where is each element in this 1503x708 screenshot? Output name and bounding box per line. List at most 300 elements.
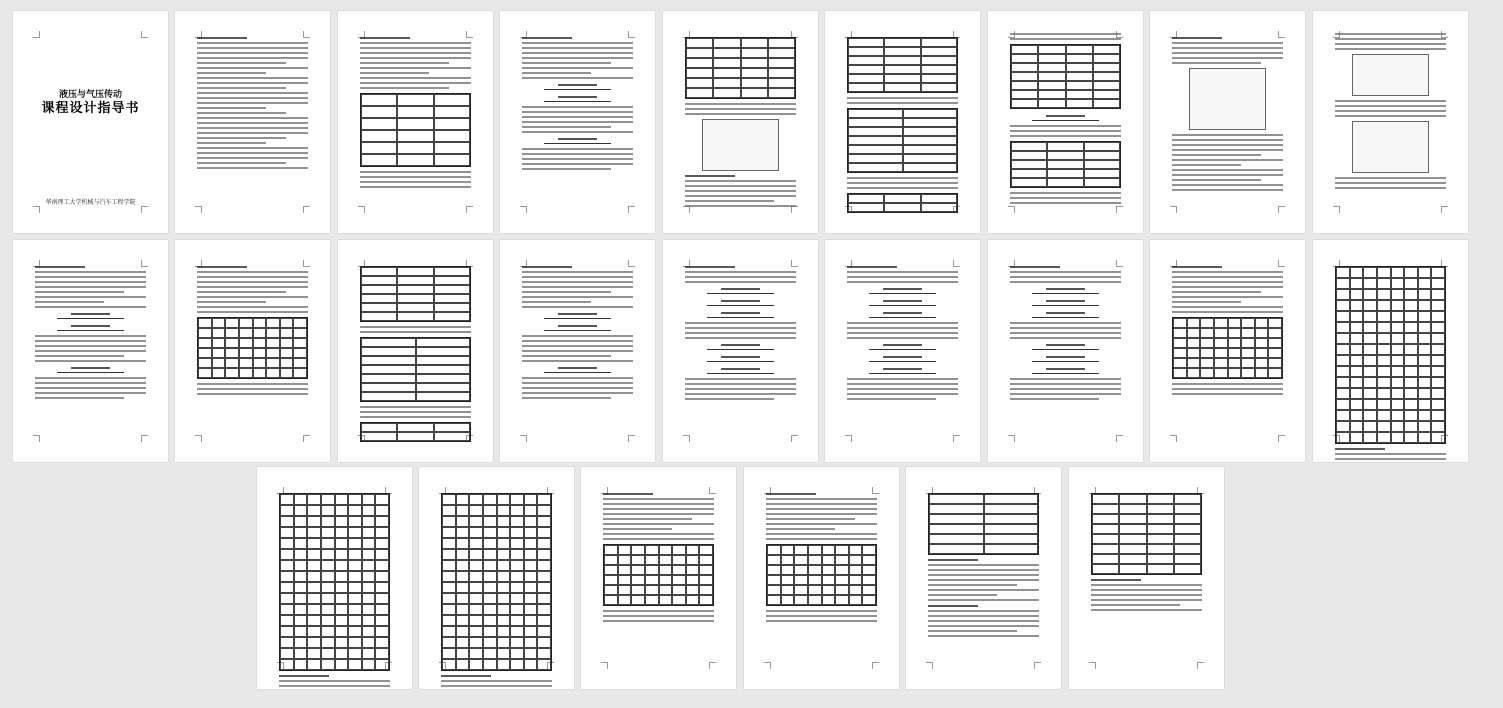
text-line bbox=[847, 281, 958, 283]
table-cell bbox=[903, 127, 958, 136]
table-cell bbox=[348, 648, 362, 659]
text-line bbox=[847, 332, 958, 334]
formula bbox=[1032, 310, 1099, 318]
table-cell bbox=[903, 109, 958, 118]
table-cell bbox=[442, 516, 456, 527]
table-cell bbox=[1377, 322, 1391, 333]
table-cell bbox=[280, 368, 294, 378]
page-thumbnail-15[interactable] bbox=[825, 240, 980, 462]
table-cell bbox=[1404, 322, 1418, 333]
table-cell bbox=[921, 194, 957, 203]
text-line bbox=[197, 162, 286, 164]
table-cell bbox=[348, 516, 362, 527]
table-cell bbox=[434, 267, 470, 276]
table-cell bbox=[456, 571, 470, 582]
table-cell bbox=[537, 659, 551, 670]
page-thumbnail-23[interactable] bbox=[906, 467, 1061, 689]
page-thumbnail-3[interactable] bbox=[338, 11, 493, 233]
table-cell bbox=[1350, 366, 1364, 377]
table-cell bbox=[321, 494, 335, 505]
table-cell bbox=[469, 527, 483, 538]
table-cell bbox=[1173, 358, 1187, 368]
table-cell bbox=[510, 659, 524, 670]
text-line bbox=[1172, 383, 1283, 385]
table-cell bbox=[524, 637, 538, 648]
page-thumbnail-5[interactable] bbox=[663, 11, 818, 233]
text-line bbox=[1091, 589, 1202, 591]
text-line bbox=[847, 378, 958, 380]
text-line bbox=[1010, 332, 1121, 334]
table-cell bbox=[456, 538, 470, 549]
table-cell bbox=[280, 582, 294, 593]
table-cell bbox=[362, 637, 376, 648]
table-cell bbox=[686, 555, 700, 565]
page-thumbnail-12[interactable] bbox=[338, 240, 493, 462]
table-cell bbox=[1093, 90, 1120, 99]
table-cell bbox=[984, 514, 1039, 524]
text-line bbox=[360, 181, 471, 183]
table-cell bbox=[442, 626, 456, 637]
table-cell bbox=[537, 626, 551, 637]
page-thumbnail-22[interactable] bbox=[744, 467, 899, 689]
table-cell bbox=[307, 549, 321, 560]
table-cell bbox=[497, 560, 511, 571]
page-thumbnail-11[interactable] bbox=[175, 240, 330, 462]
page-content bbox=[928, 489, 1039, 661]
table-cell bbox=[1047, 160, 1083, 169]
page-thumbnail-17[interactable] bbox=[1150, 240, 1305, 462]
table-cell bbox=[362, 604, 376, 615]
table-cell bbox=[781, 575, 795, 585]
text-line bbox=[1172, 296, 1283, 298]
text-line bbox=[685, 332, 796, 334]
table-cell bbox=[741, 88, 768, 98]
crop-mark bbox=[303, 435, 310, 442]
crop-mark bbox=[764, 662, 771, 669]
table-cell bbox=[1047, 151, 1083, 160]
table-cell bbox=[794, 585, 808, 595]
table-cell bbox=[483, 659, 497, 670]
table-cell bbox=[361, 106, 397, 118]
table-cell bbox=[524, 626, 538, 637]
table-cell bbox=[348, 549, 362, 560]
table-cell bbox=[1391, 421, 1405, 432]
table-cell bbox=[1119, 514, 1146, 524]
table-cell bbox=[335, 549, 349, 560]
table-cell bbox=[225, 318, 239, 328]
text-line bbox=[197, 291, 286, 293]
table-cell bbox=[280, 604, 294, 615]
table-cell bbox=[1255, 338, 1269, 348]
page-content bbox=[522, 33, 633, 205]
table-cell bbox=[713, 58, 740, 68]
text-line bbox=[847, 177, 958, 179]
table-cell bbox=[1404, 421, 1418, 432]
table-cell bbox=[741, 68, 768, 78]
table-cell bbox=[1268, 358, 1282, 368]
table-cell bbox=[225, 368, 239, 378]
table-cell bbox=[1377, 377, 1391, 388]
table-cell bbox=[307, 593, 321, 604]
text-line bbox=[847, 393, 958, 395]
text-line bbox=[685, 185, 796, 187]
table-cell bbox=[903, 136, 958, 145]
text-line bbox=[522, 382, 633, 384]
table-cell bbox=[293, 368, 307, 378]
text-heading-line bbox=[1172, 266, 1222, 268]
text-line bbox=[685, 195, 796, 197]
table-cell bbox=[361, 267, 397, 276]
table-cell bbox=[1268, 318, 1282, 328]
table-cell bbox=[212, 338, 226, 348]
table-cell bbox=[884, 194, 920, 203]
table-cell bbox=[294, 626, 308, 637]
page-thumbnail-6[interactable] bbox=[825, 11, 980, 233]
table-cell bbox=[1404, 289, 1418, 300]
page-thumbnail-18[interactable] bbox=[1313, 240, 1468, 462]
table-cell bbox=[781, 585, 795, 595]
table-cell bbox=[1377, 289, 1391, 300]
page-thumbnail-19[interactable] bbox=[257, 467, 412, 689]
text-line bbox=[1172, 164, 1241, 166]
table-cell bbox=[1214, 348, 1228, 358]
text-line bbox=[928, 569, 1039, 571]
table-cell bbox=[280, 348, 294, 358]
table-cell bbox=[1377, 410, 1391, 421]
page-content bbox=[847, 262, 958, 434]
page-thumbnail-21[interactable] bbox=[581, 467, 736, 689]
crop-mark bbox=[358, 206, 365, 213]
table-cell bbox=[1404, 267, 1418, 278]
table-cell bbox=[1241, 368, 1255, 378]
table-cell bbox=[225, 328, 239, 338]
table-cell bbox=[1391, 311, 1405, 322]
table-cell bbox=[456, 560, 470, 571]
table-cell bbox=[442, 549, 456, 560]
table-cell bbox=[921, 56, 957, 65]
table-cell bbox=[397, 285, 433, 294]
table-cell bbox=[434, 303, 470, 312]
table-cell bbox=[1404, 377, 1418, 388]
table bbox=[847, 193, 958, 213]
table-cell bbox=[1241, 348, 1255, 358]
table-cell bbox=[497, 549, 511, 560]
table-cell bbox=[307, 615, 321, 626]
formula bbox=[869, 366, 936, 374]
formula bbox=[544, 323, 611, 331]
table-cell bbox=[1404, 410, 1418, 421]
text-line bbox=[1172, 189, 1283, 191]
table-cell bbox=[1418, 267, 1432, 278]
table-cell bbox=[1336, 399, 1350, 410]
table-cell bbox=[266, 348, 280, 358]
table-cell bbox=[884, 203, 920, 212]
table-cell bbox=[1011, 63, 1038, 72]
text-line bbox=[1172, 301, 1241, 303]
table-cell bbox=[835, 545, 849, 555]
table-cell bbox=[280, 626, 294, 637]
table-cell bbox=[1350, 399, 1364, 410]
formula bbox=[544, 311, 611, 319]
table-cell bbox=[672, 565, 686, 575]
table-cell bbox=[929, 494, 984, 504]
page-thumbnail-20[interactable] bbox=[419, 467, 574, 689]
table-cell bbox=[397, 106, 433, 118]
page-thumbnail-13[interactable] bbox=[500, 240, 655, 462]
table-cell bbox=[375, 604, 389, 615]
table-cell bbox=[469, 659, 483, 670]
table-cell bbox=[497, 615, 511, 626]
table-cell bbox=[375, 571, 389, 582]
text-line bbox=[1172, 306, 1283, 308]
text-heading-line bbox=[522, 37, 572, 39]
table-cell bbox=[397, 142, 433, 154]
page-content bbox=[685, 33, 796, 205]
table-cell bbox=[835, 565, 849, 575]
table bbox=[197, 317, 308, 379]
table-cell bbox=[699, 575, 713, 585]
table-cell bbox=[1092, 514, 1119, 524]
table-cell bbox=[294, 571, 308, 582]
table-cell bbox=[416, 365, 471, 374]
crop-mark bbox=[709, 662, 716, 669]
page-thumbnail-9[interactable] bbox=[1313, 11, 1468, 233]
table-cell bbox=[672, 595, 686, 605]
table-cell bbox=[849, 565, 863, 575]
text-line bbox=[522, 72, 591, 74]
text-line bbox=[197, 52, 308, 54]
page-thumbnail-1[interactable] bbox=[13, 11, 168, 233]
text-line bbox=[197, 122, 308, 124]
text-line bbox=[522, 296, 633, 298]
text-line bbox=[1335, 182, 1446, 184]
table-cell bbox=[929, 524, 984, 534]
formula bbox=[1032, 342, 1099, 350]
table-cell bbox=[1241, 318, 1255, 328]
table-cell bbox=[1011, 90, 1038, 99]
text-line bbox=[1172, 276, 1283, 278]
text-line bbox=[197, 57, 308, 59]
text-line bbox=[197, 281, 308, 283]
table-cell bbox=[510, 571, 524, 582]
table-cell bbox=[1363, 344, 1377, 355]
text-line bbox=[197, 87, 286, 89]
text-line bbox=[197, 393, 308, 395]
table-cell bbox=[1147, 494, 1174, 504]
table-cell bbox=[929, 514, 984, 524]
table-cell bbox=[1418, 322, 1432, 333]
table-cell bbox=[1404, 278, 1418, 289]
text-line bbox=[685, 180, 796, 182]
page-content bbox=[685, 262, 796, 434]
table-cell bbox=[1038, 90, 1065, 99]
text-heading-line bbox=[928, 605, 978, 607]
table-cell bbox=[524, 604, 538, 615]
text-line bbox=[522, 126, 611, 128]
crop-mark bbox=[1170, 206, 1177, 213]
text-line bbox=[1010, 337, 1121, 339]
page-thumbnail-10[interactable] bbox=[13, 240, 168, 462]
table-cell bbox=[416, 374, 471, 383]
table-cell bbox=[434, 432, 470, 441]
table-cell bbox=[1173, 318, 1187, 328]
text-line bbox=[360, 406, 471, 408]
table-cell bbox=[849, 585, 863, 595]
table-cell bbox=[469, 560, 483, 571]
table-cell bbox=[434, 142, 470, 154]
table-cell bbox=[835, 555, 849, 565]
page-thumbnail-4[interactable] bbox=[500, 11, 655, 233]
table-cell bbox=[1147, 514, 1174, 524]
crop-mark bbox=[1278, 435, 1285, 442]
text-line bbox=[360, 52, 471, 54]
table bbox=[360, 93, 471, 167]
table-cell bbox=[361, 276, 397, 285]
text-line bbox=[1010, 378, 1121, 380]
page-content bbox=[1335, 33, 1446, 205]
table-cell bbox=[1350, 355, 1364, 366]
crop-mark bbox=[520, 206, 527, 213]
table-cell bbox=[1255, 358, 1269, 368]
table-cell bbox=[1418, 421, 1432, 432]
table-cell bbox=[397, 267, 433, 276]
table-cell bbox=[862, 585, 876, 595]
table-cell bbox=[442, 505, 456, 516]
table-cell bbox=[1391, 278, 1405, 289]
table-cell bbox=[212, 358, 226, 368]
page-content bbox=[1172, 33, 1283, 205]
text-line bbox=[522, 57, 633, 59]
page-thumbnail-7[interactable] bbox=[988, 11, 1143, 233]
table-cell bbox=[497, 494, 511, 505]
page-content bbox=[197, 33, 308, 205]
text-line bbox=[35, 345, 146, 347]
crop-mark bbox=[872, 662, 879, 669]
page-thumbnail-16[interactable] bbox=[988, 240, 1143, 462]
table-cell bbox=[483, 505, 497, 516]
table-cell bbox=[537, 582, 551, 593]
text-line bbox=[1091, 584, 1202, 586]
table-cell bbox=[1214, 358, 1228, 368]
table-cell bbox=[280, 516, 294, 527]
text-line bbox=[522, 116, 633, 118]
table-cell bbox=[1350, 300, 1364, 311]
text-line bbox=[766, 498, 877, 500]
table bbox=[441, 493, 552, 671]
text-line bbox=[928, 589, 1039, 591]
table-cell bbox=[1268, 368, 1282, 378]
table-cell bbox=[442, 538, 456, 549]
table-cell bbox=[397, 154, 433, 166]
table-cell bbox=[1350, 311, 1364, 322]
text-line bbox=[1172, 57, 1283, 59]
table-cell bbox=[1404, 399, 1418, 410]
table-cell bbox=[510, 505, 524, 516]
text-line bbox=[1091, 594, 1202, 596]
table-cell bbox=[1038, 72, 1065, 81]
table-cell bbox=[361, 432, 397, 441]
table-cell bbox=[1431, 432, 1445, 443]
table-cell bbox=[618, 595, 632, 605]
table-cell bbox=[1011, 99, 1038, 108]
table-cell bbox=[1174, 524, 1201, 534]
crop-mark bbox=[1333, 206, 1340, 213]
table-cell bbox=[1431, 366, 1445, 377]
table-cell bbox=[361, 383, 416, 392]
text-line bbox=[197, 311, 308, 313]
table-cell bbox=[524, 505, 538, 516]
table-cell bbox=[1147, 544, 1174, 554]
table-cell bbox=[456, 637, 470, 648]
table-cell bbox=[375, 582, 389, 593]
table-cell bbox=[645, 585, 659, 595]
text-line bbox=[685, 378, 796, 380]
table-cell bbox=[1147, 524, 1174, 534]
table-cell bbox=[1404, 432, 1418, 443]
table-cell bbox=[483, 637, 497, 648]
formula bbox=[544, 82, 611, 90]
crop-mark bbox=[1089, 662, 1096, 669]
table-cell bbox=[362, 571, 376, 582]
table-cell bbox=[497, 637, 511, 648]
table-cell bbox=[848, 38, 884, 47]
text-line bbox=[603, 518, 692, 520]
text-line bbox=[766, 508, 877, 510]
page-thumbnail-24[interactable] bbox=[1069, 467, 1224, 689]
text-line bbox=[522, 350, 633, 352]
text-line bbox=[685, 337, 796, 339]
page-thumbnail-2[interactable] bbox=[175, 11, 330, 233]
crop-mark bbox=[195, 435, 202, 442]
table-cell bbox=[686, 58, 713, 68]
table-cell bbox=[713, 78, 740, 88]
table bbox=[360, 422, 471, 442]
text-line bbox=[197, 142, 266, 144]
table-cell bbox=[307, 505, 321, 516]
page-thumbnail-14[interactable] bbox=[663, 240, 818, 462]
text-line bbox=[847, 388, 958, 390]
table-cell bbox=[1431, 421, 1445, 432]
table-cell bbox=[903, 118, 958, 127]
formula bbox=[707, 366, 774, 374]
text-line bbox=[1091, 604, 1180, 606]
table-cell bbox=[767, 565, 781, 575]
text-line bbox=[197, 67, 308, 69]
table-cell bbox=[822, 585, 836, 595]
text-line bbox=[360, 42, 471, 44]
page-thumbnail-8[interactable] bbox=[1150, 11, 1305, 233]
table-cell bbox=[1093, 63, 1120, 72]
table-cell bbox=[686, 78, 713, 88]
table-cell bbox=[741, 58, 768, 68]
text-line bbox=[35, 271, 146, 273]
table-cell bbox=[672, 555, 686, 565]
text-line bbox=[1010, 322, 1121, 324]
crop-mark bbox=[845, 435, 852, 442]
table-cell bbox=[1228, 338, 1242, 348]
table-cell bbox=[348, 582, 362, 593]
table-cell bbox=[510, 549, 524, 560]
table-cell bbox=[361, 130, 397, 142]
table-cell bbox=[848, 154, 903, 163]
table bbox=[1172, 317, 1283, 379]
table-cell bbox=[434, 276, 470, 285]
table-cell bbox=[483, 538, 497, 549]
table-cell bbox=[294, 538, 308, 549]
table-cell bbox=[434, 106, 470, 118]
table-cell bbox=[321, 505, 335, 516]
figure bbox=[1189, 68, 1267, 130]
